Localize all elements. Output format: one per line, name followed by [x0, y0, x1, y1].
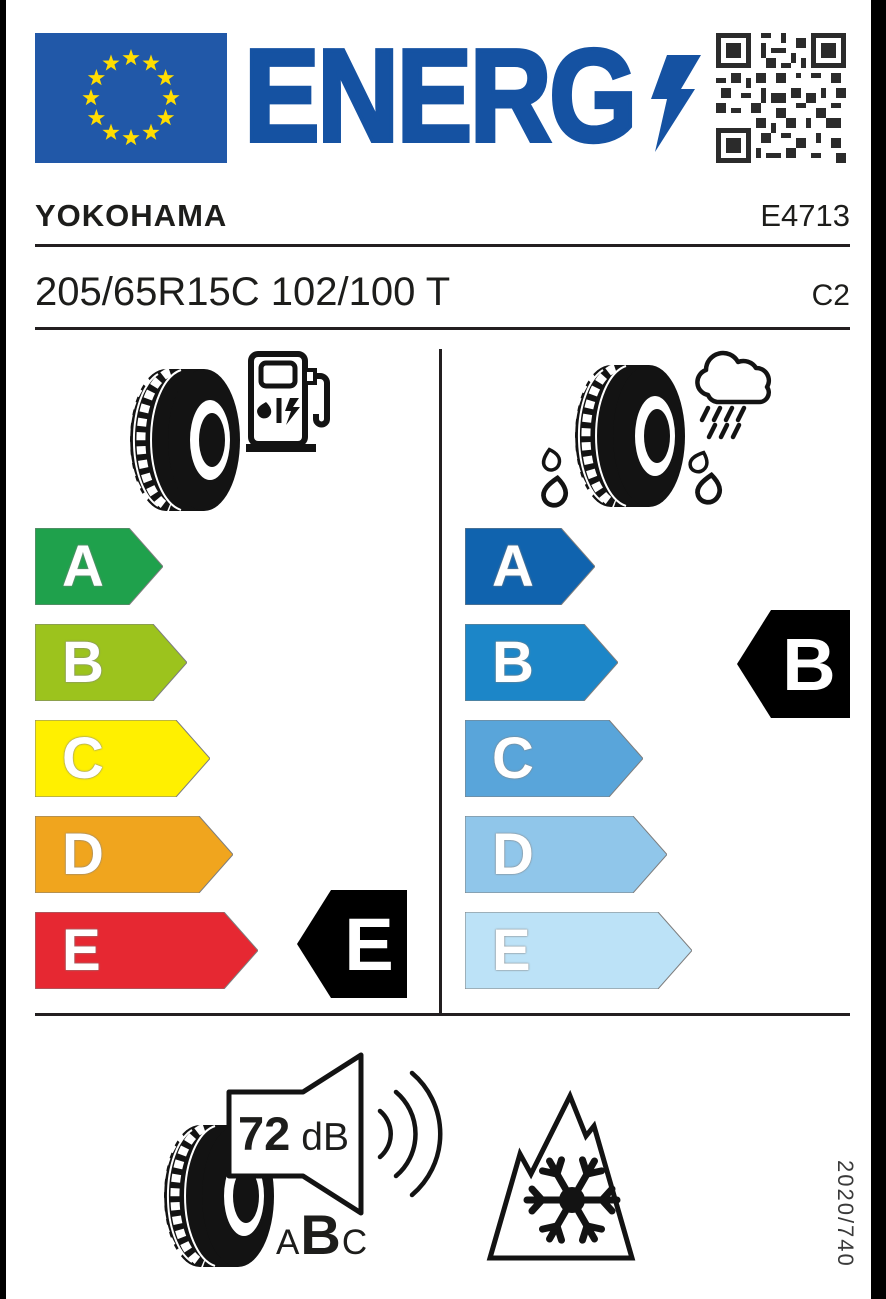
tyre-size-designation: 205/65R15C 102/100 T [35, 270, 451, 314]
alpine-snowflake-3pmsf-icon [480, 1088, 665, 1263]
fuel-scale-arrow-a [35, 528, 104, 605]
wet-scale-letter: E [492, 918, 531, 983]
wet-scale-letter: A [492, 534, 534, 599]
noise-class-b-rating: B [300, 1203, 342, 1266]
fuel-scale-arrow-e [35, 912, 101, 989]
rain-cloud-icon [682, 348, 782, 443]
wet-scale-letter: C [492, 726, 534, 791]
fuel-scale-letter: D [62, 822, 104, 887]
vertical-divider [439, 349, 442, 1013]
fuel-scale-letter: B [62, 630, 104, 695]
regulation-number: 2020/740 [833, 1160, 858, 1268]
left-border-strip [0, 0, 6, 1299]
wet-scale-arrow-e [465, 912, 531, 989]
wet-scale-arrow-b [465, 624, 534, 701]
right-border-strip [871, 0, 886, 1299]
fuel-scale-arrow-d [35, 816, 104, 893]
fuel-pump-icon [246, 350, 332, 454]
wet-grip-rating-indicator [737, 610, 850, 718]
noise-class-c: C [341, 1223, 369, 1262]
lightning-bolt-icon [645, 55, 701, 152]
wet-scale-arrow-a [465, 528, 534, 605]
wet-scale-arrow-d [465, 816, 534, 893]
tyre-class: C2 [811, 279, 850, 312]
fuel-scale-arrow-c [35, 720, 104, 797]
type-identifier: E4713 [760, 198, 850, 233]
wet-scale-letter: D [492, 822, 534, 887]
fuel-efficiency-rating-indicator [297, 890, 407, 998]
energ-wordmark: ENERG [244, 22, 635, 169]
fuel-scale-letter: E [62, 918, 101, 983]
wet-scale-letter: B [492, 630, 534, 695]
divider-line [35, 244, 850, 247]
wet-scale-arrow-c [465, 720, 534, 797]
noise-value-group [238, 1106, 349, 1161]
wet-grip-rating: B [782, 622, 836, 706]
noise-value: 72 [238, 1107, 291, 1160]
supplier-brand: YOKOHAMA [35, 198, 228, 233]
divider-line [35, 327, 850, 330]
eu-flag-icon [35, 33, 227, 163]
noise-unit: dB [301, 1116, 349, 1159]
qr-code [716, 33, 846, 163]
fuel-scale-arrow-b [35, 624, 104, 701]
fuel-efficiency-rating: E [344, 902, 394, 986]
noise-class-a: A [276, 1223, 301, 1262]
fuel-scale-letter: A [62, 534, 104, 599]
tyre-icon [126, 366, 244, 514]
divider-line [35, 1013, 850, 1016]
noise-class-scale [276, 1202, 368, 1267]
fuel-scale-letter: C [62, 726, 104, 791]
